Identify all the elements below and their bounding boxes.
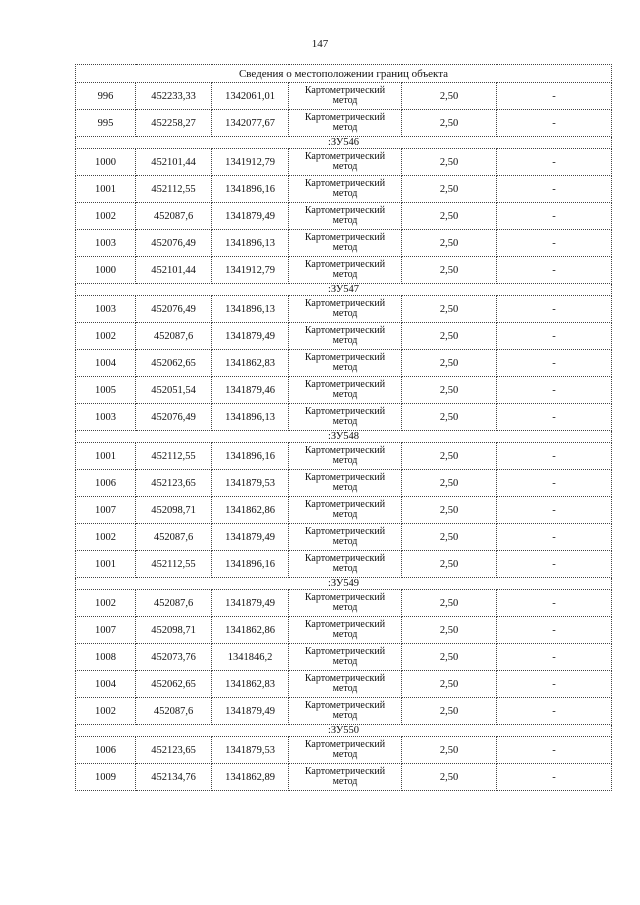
method-line-1: Картометрический [304, 352, 386, 363]
note-cell: - [497, 230, 612, 257]
method-cell [289, 737, 402, 764]
method-cell [289, 203, 402, 230]
note-cell: - [497, 110, 612, 137]
method-line-1: Картометрический [304, 151, 386, 162]
table-row [76, 590, 612, 617]
method-cell [289, 443, 402, 470]
method-line-2: метод [332, 362, 358, 373]
method-line-1: Картометрический [304, 379, 386, 390]
point-number-cell: 1008 [76, 644, 136, 671]
point-number-cell: 1003 [76, 404, 136, 431]
method-cell [289, 230, 402, 257]
method-line-1: Картометрический [304, 700, 386, 711]
method-line-2: метод [332, 776, 358, 787]
method-cell [289, 551, 402, 578]
y-coordinate-cell: 1341912,79 [212, 149, 289, 176]
accuracy-cell: 2,50 [402, 323, 497, 350]
y-coordinate-cell: 1341896,13 [212, 230, 289, 257]
y-coordinate-cell: 1341862,83 [212, 350, 289, 377]
table-row [76, 737, 612, 764]
point-number-cell: 1006 [76, 737, 136, 764]
method-line-2: метод [332, 389, 358, 400]
accuracy-cell: 2,50 [402, 470, 497, 497]
method-cell [289, 149, 402, 176]
accuracy-cell: 2,50 [402, 176, 497, 203]
method-line-1: Картометрический [304, 232, 386, 243]
accuracy-cell: 2,50 [402, 524, 497, 551]
x-coordinate-cell: 452112,55 [136, 551, 212, 578]
point-number-cell: 995 [76, 110, 136, 137]
boundary-coordinates-table [75, 64, 612, 791]
x-coordinate-cell: 452087,6 [136, 323, 212, 350]
x-coordinate-cell: 452258,27 [136, 110, 212, 137]
accuracy-cell: 2,50 [402, 617, 497, 644]
method-cell [289, 764, 402, 791]
method-line-2: метод [332, 242, 358, 253]
table-row [76, 470, 612, 497]
table-row [76, 524, 612, 551]
method-line-1: Картометрический [304, 406, 386, 417]
accuracy-cell: 2,50 [402, 149, 497, 176]
method-line-2: метод [332, 269, 358, 280]
note-cell: - [497, 524, 612, 551]
point-number-cell: 1002 [76, 590, 136, 617]
method-line-2: метод [332, 536, 358, 547]
method-line-2: метод [332, 563, 358, 574]
y-coordinate-cell: 1341912,79 [212, 257, 289, 284]
note-cell: - [497, 257, 612, 284]
point-number-cell: 1004 [76, 350, 136, 377]
note-cell: - [497, 671, 612, 698]
method-cell [289, 257, 402, 284]
table-row [76, 296, 612, 323]
table-row [76, 149, 612, 176]
y-coordinate-cell: 1341896,16 [212, 176, 289, 203]
method-cell [289, 323, 402, 350]
x-coordinate-cell: 452087,6 [136, 698, 212, 725]
method-line-1: Картометрический [304, 553, 386, 564]
table-row [76, 83, 612, 110]
method-line-1: Картометрический [304, 205, 386, 216]
accuracy-cell: 2,50 [402, 404, 497, 431]
accuracy-cell: 2,50 [402, 110, 497, 137]
accuracy-cell: 2,50 [402, 671, 497, 698]
note-cell: - [497, 551, 612, 578]
method-line-1: Картометрический [304, 739, 386, 750]
note-cell: - [497, 377, 612, 404]
group-header-row [76, 431, 612, 443]
method-line-1: Картометрический [304, 259, 386, 270]
x-coordinate-cell: 452087,6 [136, 203, 212, 230]
method-line-1: Картометрический [304, 592, 386, 603]
table-row [76, 617, 612, 644]
method-cell [289, 644, 402, 671]
method-line-2: метод [332, 335, 358, 346]
y-coordinate-cell: 1341862,86 [212, 497, 289, 524]
group-header-row [76, 284, 612, 296]
table-row [76, 323, 612, 350]
method-cell [289, 470, 402, 497]
x-coordinate-cell: 452051,54 [136, 377, 212, 404]
y-coordinate-cell: 1342061,01 [212, 83, 289, 110]
point-number-cell: 1001 [76, 551, 136, 578]
note-cell: - [497, 323, 612, 350]
x-coordinate-cell: 452233,33 [136, 83, 212, 110]
y-coordinate-cell: 1341896,16 [212, 443, 289, 470]
group-label: :ЗУ550 [76, 725, 612, 737]
table-row [76, 443, 612, 470]
note-cell: - [497, 764, 612, 791]
method-line-1: Картометрический [304, 526, 386, 537]
note-cell: - [497, 176, 612, 203]
y-coordinate-cell: 1341879,49 [212, 323, 289, 350]
method-cell [289, 83, 402, 110]
y-coordinate-cell: 1341896,13 [212, 404, 289, 431]
method-line-1: Картометрический [304, 472, 386, 483]
method-line-2: метод [332, 656, 358, 667]
method-line-1: Картометрический [304, 673, 386, 684]
note-cell: - [497, 149, 612, 176]
method-line-1: Картометрический [304, 178, 386, 189]
method-line-2: метод [332, 95, 358, 106]
point-number-cell: 1002 [76, 524, 136, 551]
note-cell: - [497, 350, 612, 377]
method-cell [289, 296, 402, 323]
x-coordinate-cell: 452087,6 [136, 590, 212, 617]
y-coordinate-cell: 1341879,49 [212, 698, 289, 725]
method-line-1: Картометрический [304, 619, 386, 630]
x-coordinate-cell: 452101,44 [136, 149, 212, 176]
point-number-cell: 1000 [76, 257, 136, 284]
method-cell [289, 404, 402, 431]
note-cell: - [497, 83, 612, 110]
accuracy-cell: 2,50 [402, 644, 497, 671]
table-row [76, 110, 612, 137]
accuracy-cell: 2,50 [402, 230, 497, 257]
point-number-cell: 1001 [76, 443, 136, 470]
method-cell [289, 497, 402, 524]
x-coordinate-cell: 452112,55 [136, 443, 212, 470]
y-coordinate-cell: 1341879,53 [212, 737, 289, 764]
note-cell: - [497, 737, 612, 764]
x-coordinate-cell: 452098,71 [136, 497, 212, 524]
x-coordinate-cell: 452062,65 [136, 350, 212, 377]
method-cell [289, 110, 402, 137]
table-row [76, 377, 612, 404]
method-line-2: метод [332, 455, 358, 466]
method-cell [289, 617, 402, 644]
method-cell [289, 176, 402, 203]
note-cell: - [497, 296, 612, 323]
x-coordinate-cell: 452073,76 [136, 644, 212, 671]
table-row [76, 764, 612, 791]
method-line-2: метод [332, 683, 358, 694]
point-number-cell: 1009 [76, 764, 136, 791]
method-line-1: Картометрический [304, 499, 386, 510]
note-cell: - [497, 617, 612, 644]
group-header-row [76, 137, 612, 149]
table-row [76, 644, 612, 671]
group-header-row [76, 725, 612, 737]
y-coordinate-cell: 1342077,67 [212, 110, 289, 137]
y-coordinate-cell: 1341896,13 [212, 296, 289, 323]
y-coordinate-cell: 1341846,2 [212, 644, 289, 671]
table-row [76, 698, 612, 725]
method-line-1: Картометрический [304, 298, 386, 309]
method-cell [289, 524, 402, 551]
y-coordinate-cell: 1341862,86 [212, 617, 289, 644]
note-cell: - [497, 590, 612, 617]
point-number-cell: 1001 [76, 176, 136, 203]
y-coordinate-cell: 1341879,53 [212, 470, 289, 497]
method-cell [289, 377, 402, 404]
x-coordinate-cell: 452134,76 [136, 764, 212, 791]
table-title: Сведения о местоположении границ объекта [76, 65, 612, 83]
y-coordinate-cell: 1341879,49 [212, 203, 289, 230]
group-label: :ЗУ548 [76, 431, 612, 443]
table-row [76, 350, 612, 377]
method-line-2: метод [332, 161, 358, 172]
x-coordinate-cell: 452123,65 [136, 737, 212, 764]
note-cell: - [497, 404, 612, 431]
accuracy-cell: 2,50 [402, 764, 497, 791]
method-line-1: Картометрический [304, 646, 386, 657]
method-line-2: метод [332, 710, 358, 721]
x-coordinate-cell: 452123,65 [136, 470, 212, 497]
method-line-1: Картометрический [304, 325, 386, 336]
method-line-1: Картометрический [304, 766, 386, 777]
table-body [76, 65, 612, 791]
method-line-2: метод [332, 122, 358, 133]
x-coordinate-cell: 452087,6 [136, 524, 212, 551]
method-line-2: метод [332, 602, 358, 613]
accuracy-cell: 2,50 [402, 350, 497, 377]
point-number-cell: 1000 [76, 149, 136, 176]
accuracy-cell: 2,50 [402, 497, 497, 524]
accuracy-cell: 2,50 [402, 83, 497, 110]
point-number-cell: 1002 [76, 323, 136, 350]
table-row [76, 203, 612, 230]
accuracy-cell: 2,50 [402, 737, 497, 764]
method-line-2: метод [332, 308, 358, 319]
x-coordinate-cell: 452098,71 [136, 617, 212, 644]
point-number-cell: 1003 [76, 296, 136, 323]
method-line-1: Картометрический [304, 112, 386, 123]
method-cell [289, 350, 402, 377]
point-number-cell: 1007 [76, 617, 136, 644]
y-coordinate-cell: 1341879,49 [212, 590, 289, 617]
table-row [76, 551, 612, 578]
note-cell: - [497, 470, 612, 497]
accuracy-cell: 2,50 [402, 257, 497, 284]
y-coordinate-cell: 1341879,49 [212, 524, 289, 551]
note-cell: - [497, 203, 612, 230]
point-number-cell: 1002 [76, 698, 136, 725]
x-coordinate-cell: 452101,44 [136, 257, 212, 284]
x-coordinate-cell: 452076,49 [136, 404, 212, 431]
table-title-row [76, 65, 612, 83]
x-coordinate-cell: 452062,65 [136, 671, 212, 698]
method-cell [289, 698, 402, 725]
point-number-cell: 1006 [76, 470, 136, 497]
group-label: :ЗУ547 [76, 284, 612, 296]
y-coordinate-cell: 1341879,46 [212, 377, 289, 404]
method-line-1: Картометрический [304, 85, 386, 96]
point-number-cell: 1004 [76, 671, 136, 698]
point-number-cell: 1002 [76, 203, 136, 230]
method-line-2: метод [332, 482, 358, 493]
accuracy-cell: 2,50 [402, 443, 497, 470]
method-line-2: метод [332, 215, 358, 226]
point-number-cell: 1007 [76, 497, 136, 524]
table-row [76, 176, 612, 203]
group-label: :ЗУ546 [76, 137, 612, 149]
y-coordinate-cell: 1341862,89 [212, 764, 289, 791]
accuracy-cell: 2,50 [402, 296, 497, 323]
method-line-1: Картометрический [304, 445, 386, 456]
method-cell [289, 590, 402, 617]
x-coordinate-cell: 452076,49 [136, 230, 212, 257]
method-line-2: метод [332, 188, 358, 199]
point-number-cell: 1005 [76, 377, 136, 404]
point-number-cell: 996 [76, 83, 136, 110]
table-row [76, 671, 612, 698]
y-coordinate-cell: 1341896,16 [212, 551, 289, 578]
point-number-cell: 1003 [76, 230, 136, 257]
method-line-2: метод [332, 509, 358, 520]
y-coordinate-cell: 1341862,83 [212, 671, 289, 698]
group-label: :ЗУ549 [76, 578, 612, 590]
group-header-row [76, 578, 612, 590]
x-coordinate-cell: 452112,55 [136, 176, 212, 203]
method-line-2: метод [332, 629, 358, 640]
accuracy-cell: 2,50 [402, 590, 497, 617]
accuracy-cell: 2,50 [402, 698, 497, 725]
table-row [76, 497, 612, 524]
note-cell: - [497, 698, 612, 725]
accuracy-cell: 2,50 [402, 377, 497, 404]
note-cell: - [497, 497, 612, 524]
table-row [76, 257, 612, 284]
method-line-2: метод [332, 749, 358, 760]
note-cell: - [497, 644, 612, 671]
note-cell: - [497, 443, 612, 470]
accuracy-cell: 2,50 [402, 203, 497, 230]
page-number: 147 [311, 38, 329, 50]
accuracy-cell: 2,50 [402, 551, 497, 578]
table-row [76, 230, 612, 257]
table-row [76, 404, 612, 431]
method-line-2: метод [332, 416, 358, 427]
x-coordinate-cell: 452076,49 [136, 296, 212, 323]
method-cell [289, 671, 402, 698]
